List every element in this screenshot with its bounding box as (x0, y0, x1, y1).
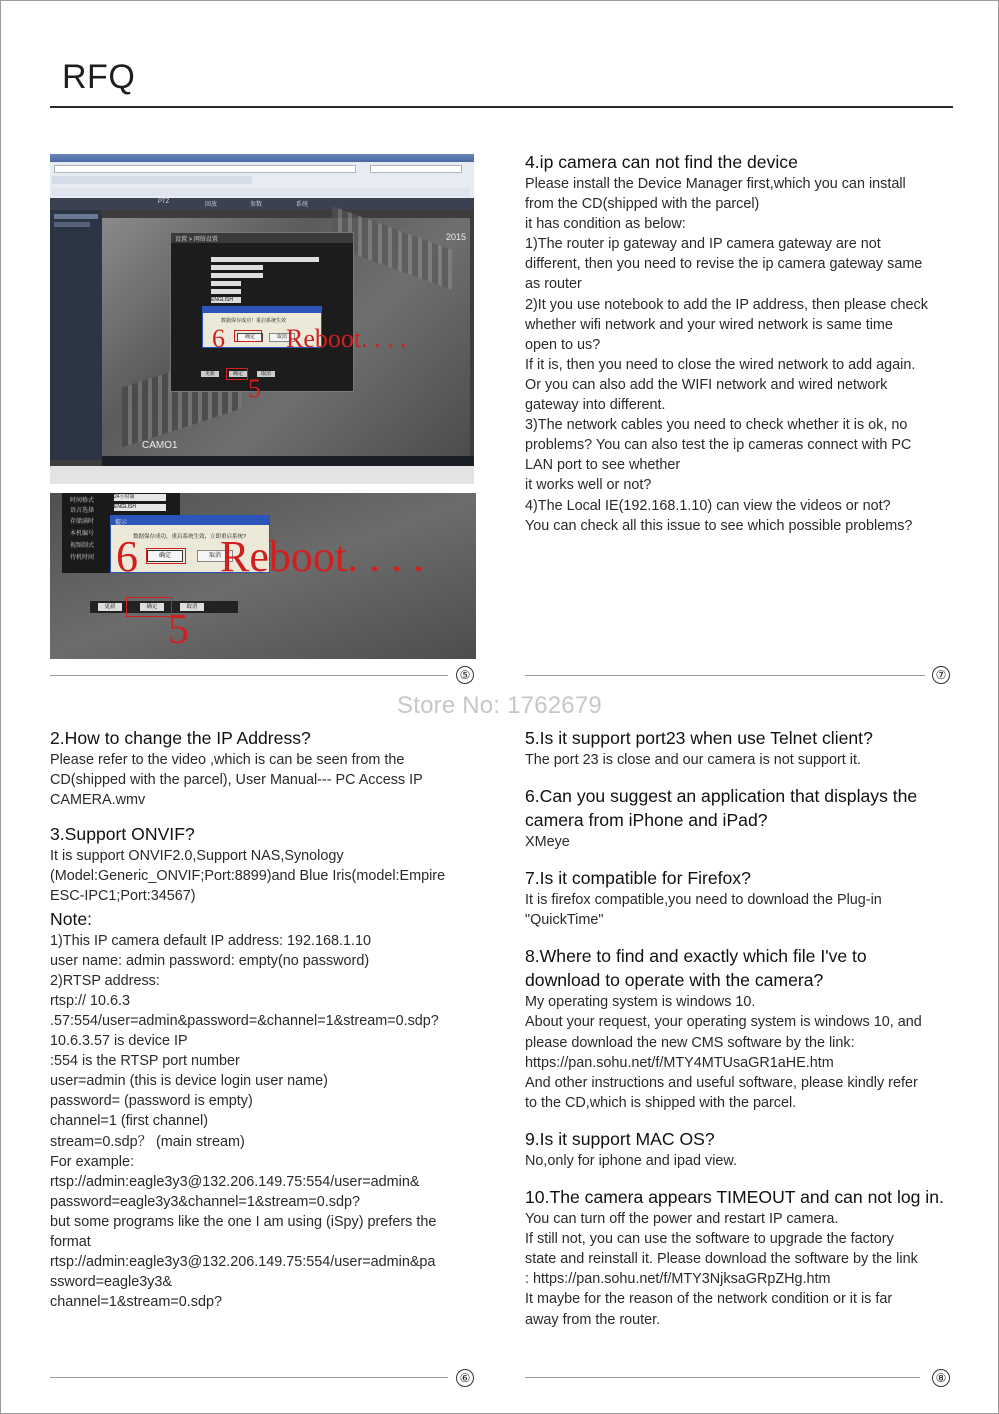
step-6-label: 6 (116, 532, 138, 581)
faq-left-column (50, 726, 495, 1312)
confirm-cancel-button[interactable]: 取消 (269, 333, 295, 342)
window-titlebar (50, 154, 474, 162)
settings-dialog-title: 设置 > 网络设置 (175, 237, 218, 243)
faq-line: (Model:Generic_ONVIF;Port:8899)and Blue Iris(model:Empire (50, 868, 446, 885)
field-label: 视频制式 (70, 543, 95, 549)
spacer (525, 770, 970, 784)
faq-line: You can turn off the power and restart IP camera. (525, 1211, 839, 1228)
reboot-no-button[interactable]: 取消 (197, 550, 233, 562)
tab-strip (52, 188, 470, 196)
field-label: 存储满时 (70, 519, 95, 525)
faq-line: CAMERA.wmv (50, 792, 146, 809)
update-button[interactable]: 更新 (201, 371, 219, 377)
faq-right-column (525, 726, 970, 1330)
faq-line: Or you can also add the WIFI network and wired network (525, 376, 888, 393)
page-divider (50, 675, 448, 676)
faq-heading: 4.ip camera can not find the device (525, 152, 798, 172)
faq-line: The port 23 is close and our camera is not support it. (525, 752, 861, 768)
faq-line: : https://pan.sohu.net/f/MTY3NjksaGRpZHg.htm (525, 1271, 831, 1288)
faq-line: You can check all this issue to see which possible problems? (525, 517, 913, 534)
page-title: RFQ (62, 58, 136, 96)
faq-line: problems? You can also test the ip cameras connect with PC (525, 437, 912, 454)
menu-playback[interactable]: 回放 (205, 202, 218, 208)
reboot-prompt-title: 提示 (115, 520, 128, 526)
language-select[interactable]: ENGLISH (211, 297, 241, 303)
title-underline (50, 106, 953, 108)
store-watermark: Store No: 1762679 (397, 692, 602, 719)
faq-heading: 6.Can you suggest an application that displays the (525, 786, 918, 807)
faq-line: stream=0.sdp？ (main stream) (50, 1133, 245, 1150)
reboot-prompt-titlebar (111, 516, 269, 525)
faq-heading: 8.Where to find and exactly which file I've to (525, 946, 867, 967)
faq-line: 1)This IP camera default IP address: 192.168.1.10 (50, 932, 372, 949)
step-5-label: 5 (248, 374, 261, 403)
highlight-box-ok (126, 597, 172, 617)
faq-line: And other instructions and useful software, please kindly refer (525, 1074, 918, 1091)
confirm-ok-button[interactable]: 确定 (237, 333, 263, 342)
field-label: 语言选择 (70, 508, 95, 514)
highlight-box-ok (234, 330, 262, 342)
faq-heading: 10.The camera appears TIMEOUT and can not log in. (525, 1187, 944, 1208)
page-number-text: ⑥ (459, 1371, 471, 1385)
device-tree-item[interactable] (54, 222, 90, 227)
faq-line: 2)It you use notebook to add the IP address, then please check (525, 296, 928, 313)
faq-line: https://pan.sohu.net/f/MTY4MTUsaGR1aHE.htm (525, 1054, 834, 1071)
reboot-label: Reboot. . . . (286, 324, 407, 353)
faq-line: For example: (50, 1153, 134, 1170)
reboot-prompt-message: 数据保存成功，重启系统生效，立即重启系统? (133, 534, 247, 540)
page-number-5 (456, 666, 474, 684)
faq-line: 3)The network cables you need to check whether it is ok, no (525, 417, 908, 434)
field-label: 本机编号 (70, 531, 95, 537)
faq-line: password= (password is empty) (50, 1093, 253, 1110)
faq-line: as router (525, 276, 582, 293)
faq-line: different, then you need to revise the ip camera gateway same (525, 256, 923, 273)
faq-line: "QuickTime" (525, 912, 604, 929)
faq-line: ssword=eagle3y3& (50, 1274, 172, 1291)
faq-line: LAN port to see whether (525, 457, 681, 474)
settings-dialog-header (171, 233, 353, 243)
page-number-text: ⑦ (935, 668, 947, 682)
screenshot-confirm-reboot (50, 493, 476, 659)
address-bar[interactable] (54, 165, 356, 173)
reboot-yes-button[interactable]: 确定 (147, 550, 183, 562)
ok-button[interactable]: 确定 (140, 603, 164, 611)
highlight-box-confirm (226, 368, 248, 380)
faq-line: rtsp://admin:eagle3y3@132.206.149.75:554/user=admin& (50, 1173, 420, 1190)
faq-line: 10.6.3.57 is device IP (50, 1033, 188, 1050)
faq-line: it works well or not? (525, 477, 652, 494)
faq-line: to the CD,which is shipped with the parcel. (525, 1094, 797, 1111)
spacer (50, 810, 495, 822)
faq-line: whether wifi network and your wired network is same time (525, 316, 893, 333)
note-heading: Note: (50, 908, 93, 929)
faq-line: It maybe for the reason of the network condition or it is far (525, 1291, 893, 1308)
faq-line: open to us? (525, 336, 601, 353)
settings-field[interactable] (211, 273, 263, 278)
confirm-popup-titlebar (203, 307, 321, 313)
faq-line: Please refer to the video ,which is can be seen from the (50, 752, 405, 768)
page-number-6 (456, 1369, 474, 1387)
faq-line: please download the new CMS software by the link: (525, 1034, 855, 1051)
page-divider (525, 675, 925, 676)
field-label: 时间格式 (70, 498, 95, 504)
page-number-7 (932, 666, 950, 684)
faq-line: If it is, then you need to close the wired network to add again. (525, 356, 916, 373)
cancel-button[interactable]: 取消 (257, 371, 275, 377)
page-divider (525, 1377, 920, 1378)
faq-line: Please install the Device Manager first,which you can install (525, 176, 906, 192)
faq-heading: camera from iPhone and iPad? (525, 810, 768, 831)
faq-line: It is support ONVIF2.0,Support NAS,Synology (50, 848, 344, 865)
spacer (525, 852, 970, 866)
search-box[interactable] (370, 165, 462, 173)
spacer (525, 1171, 970, 1185)
menu-ptz[interactable]: PTZ (158, 199, 170, 205)
favorites-bar (52, 176, 252, 184)
faq-heading: 7.Is it compatible for Firefox? (525, 868, 751, 889)
cancel-button[interactable]: 取消 (180, 603, 204, 611)
faq-line: channel=1&stream=0.sdp? (50, 1294, 223, 1311)
screenshot-cms-settings (50, 154, 474, 484)
time-format-select[interactable]: 24小时制 (114, 494, 166, 501)
settings-field[interactable] (211, 289, 241, 294)
faq-line: No,only for iphone and ipad view. (525, 1152, 738, 1169)
camera-channel-label: CAMO1 (142, 440, 178, 451)
spacer (525, 1113, 970, 1127)
settings-field[interactable] (211, 281, 241, 286)
faq-line: 1)The router ip gateway and IP camera gateway are not (525, 236, 881, 253)
faq-line: rtsp:// 10.6.3 (50, 992, 130, 1009)
page-number-8 (932, 1369, 950, 1387)
status-bar (50, 466, 474, 484)
faq-line: CD(shipped with the parcel), User Manual--- PC Access IP (50, 772, 423, 789)
field-label: 待机时间 (70, 555, 95, 561)
update-button[interactable]: 更新 (98, 603, 122, 611)
osd-year: 2015 (445, 232, 466, 242)
faq-heading: 9.Is it support MAC OS? (525, 1128, 715, 1149)
faq-line: from the CD(shipped with the parcel) (525, 196, 760, 213)
faq-line: it has condition as below: (525, 216, 686, 233)
device-tree-item[interactable] (54, 214, 98, 219)
confirm-message: 数据保存成功！重启系统生效 (221, 318, 287, 324)
faq-line: ESC-IPC1;Port:34567) (50, 888, 196, 905)
faq-line: gateway into different. (525, 397, 666, 414)
page-number-text: ⑧ (935, 1371, 947, 1385)
highlight-box-yes (146, 548, 186, 564)
faq-line: rtsp://admin:eagle3y3@132.206.149.75:554/user=admin&pa (50, 1254, 436, 1271)
faq-line: It is firefox compatible,you need to download the Plug-in (525, 892, 882, 909)
faq-line: 2)RTSP address: (50, 972, 160, 989)
faq-heading: download to operate with the camera? (525, 970, 824, 991)
device-tree-panel (50, 210, 102, 460)
faq-line: My operating system is windows 10. (525, 994, 756, 1011)
page-divider (50, 1377, 448, 1378)
faq-line: About your request, your operating system is windows 10, and (525, 1014, 922, 1031)
page-number-text: ⑤ (459, 668, 471, 682)
faq-heading: 2.How to change the IP Address? (50, 728, 311, 748)
step-5-label: 5 (168, 607, 189, 653)
spacer (525, 930, 970, 944)
faq-q4 (525, 150, 965, 536)
faq-line: but some programs like the one I am using (iSpy) prefers the (50, 1213, 437, 1230)
browser-toolbar (50, 162, 474, 198)
playback-toolbar (102, 456, 474, 466)
faq-line: user name: admin password: empty(no password) (50, 952, 370, 969)
faq-line: format (50, 1233, 91, 1250)
faq-line: away from the router. (525, 1311, 661, 1328)
settings-field[interactable] (211, 265, 263, 270)
faq-line: state and reinstall it. Please download the software by the link (525, 1251, 918, 1268)
faq-line: 4)The Local IE(192.168.1.10) can view the videos or not? (525, 497, 891, 514)
step-6-label: 6 (212, 324, 225, 353)
faq-line: :554 is the RTSP port number (50, 1053, 240, 1070)
faq-line: If still not, you can use the software to upgrade the factory (525, 1231, 894, 1248)
ok-button[interactable]: 确定 (229, 371, 247, 377)
faq-line: user=admin (this is device login user name) (50, 1073, 328, 1090)
faq-line: channel=1 (first channel) (50, 1113, 208, 1130)
menu-params[interactable]: 参数 (250, 202, 263, 208)
menu-system[interactable]: 系统 (296, 202, 309, 208)
faq-line: password=eagle3y3&channel=1&stream=0.sdp? (50, 1193, 361, 1210)
app-menu-bar (50, 198, 474, 210)
faq-line: .57:554/user=admin&password=&channel=1&stream=0.sdp? (50, 1012, 439, 1029)
faq-line: XMeye (525, 834, 570, 851)
settings-field[interactable] (211, 257, 319, 262)
reboot-label: Reboot. . . . (220, 532, 425, 581)
faq-heading: 3.Support ONVIF? (50, 824, 195, 845)
faq-heading: 5.Is it support port23 when use Telnet client? (525, 728, 873, 748)
language-select[interactable]: ENGLISH (114, 504, 166, 511)
